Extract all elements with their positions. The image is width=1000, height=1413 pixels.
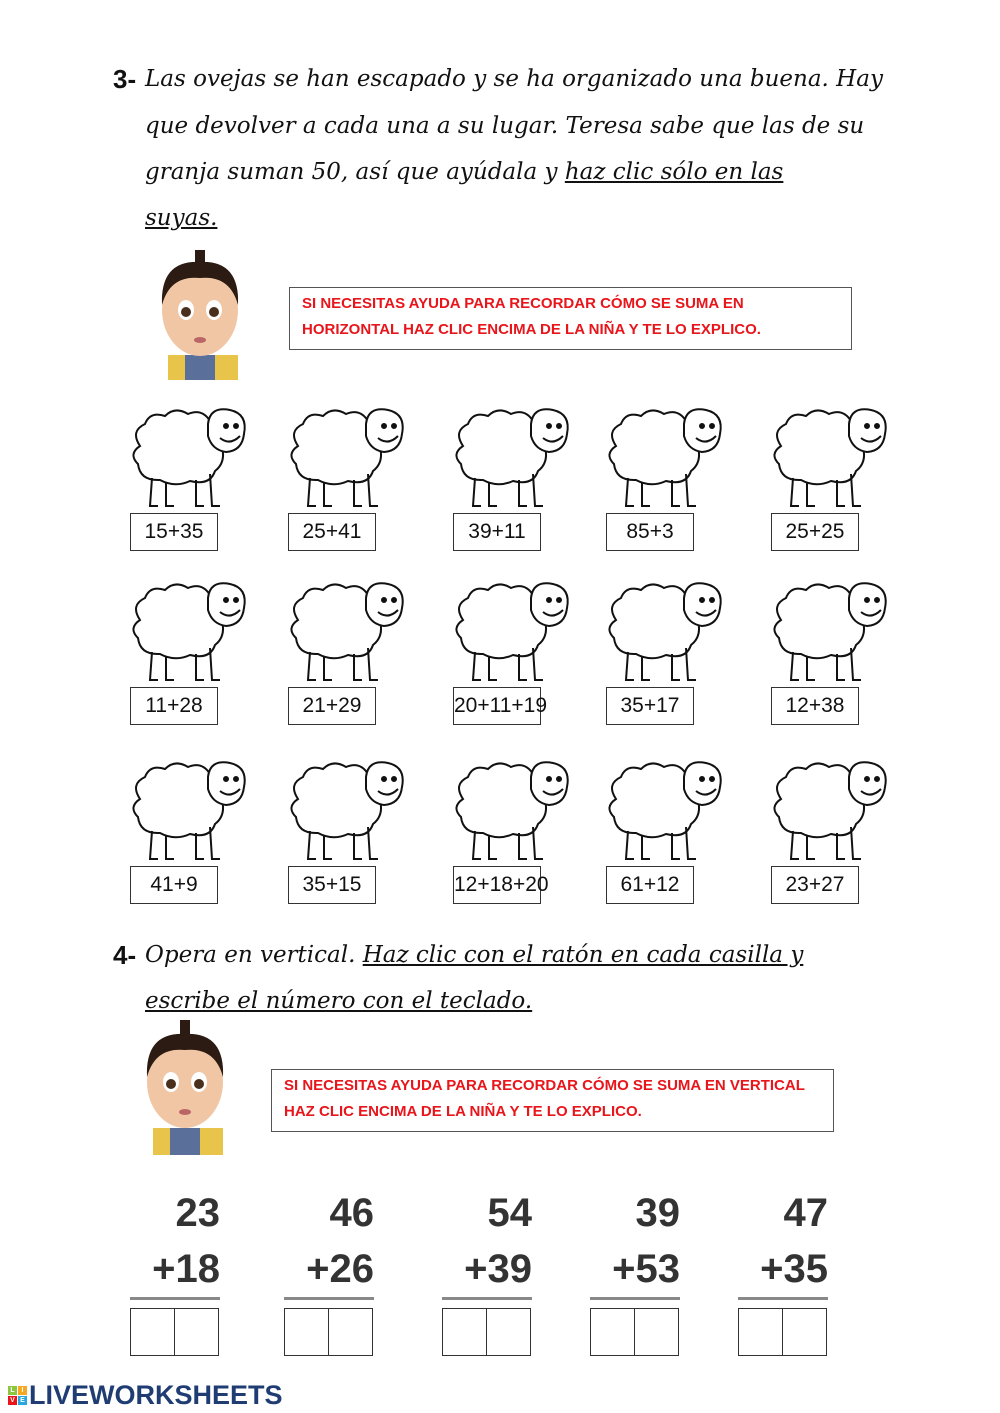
vertical-sum	[590, 1185, 700, 1356]
addend-bottom: +39	[442, 1241, 532, 1300]
sheep-icon	[453, 580, 573, 690]
vertical-sum	[738, 1185, 848, 1356]
vertical-sum	[284, 1185, 394, 1356]
help-box-horizontal: SI NECESITAS AYUDA PARA RECORDAR CÓMO SE SUMA EN HORIZONTAL HAZ CLIC ENCIMA DE LA NIÑA Y TE LO EXPLICO.	[289, 287, 852, 350]
sheep-option[interactable]	[771, 406, 891, 556]
liveworksheets-logo	[8, 1380, 283, 1411]
sheep-icon	[130, 406, 250, 516]
answer-cells	[284, 1308, 394, 1356]
answer-tens-input[interactable]	[590, 1308, 635, 1356]
answer-cells	[130, 1308, 240, 1356]
sheep-option[interactable]	[606, 759, 726, 909]
help-box-vertical: SI NECESITAS AYUDA PARA RECORDAR CÓMO SE SUMA EN VERTICAL HAZ CLIC ENCIMA DE LA NIÑA Y TE LO EXPLICO.	[271, 1069, 834, 1132]
sheep-option[interactable]	[288, 406, 408, 556]
sheep-sum-label: 39+11	[453, 513, 541, 551]
sheep-icon	[606, 406, 726, 516]
sheep-option[interactable]	[606, 406, 726, 556]
sheep-sum-label: 35+15	[288, 866, 376, 904]
sheep-icon	[771, 759, 891, 869]
answer-tens-input[interactable]	[738, 1308, 783, 1356]
sheep-sum-label: 25+25	[771, 513, 859, 551]
sheep-sum-label: 41+9	[130, 866, 218, 904]
sheep-option[interactable]	[453, 759, 573, 909]
sheep-sum-label: 35+17	[606, 687, 694, 725]
live-blocks-icon: L I V E	[8, 1386, 27, 1405]
exercise-4-number: 4-	[113, 940, 137, 970]
answer-cells	[590, 1308, 700, 1356]
ex4-line-2: escribe el número con el teclado.	[145, 988, 533, 1014]
answer-units-input[interactable]	[782, 1308, 827, 1356]
vertical-sum	[130, 1185, 240, 1356]
sheep-option[interactable]	[288, 759, 408, 909]
sheep-icon	[130, 759, 250, 869]
sheep-icon	[453, 759, 573, 869]
ex4-line-1-text: Opera en vertical.	[145, 942, 363, 968]
answer-units-input[interactable]	[486, 1308, 531, 1356]
answer-units-input[interactable]	[328, 1308, 373, 1356]
addend-top: 39	[635, 1191, 680, 1235]
sheep-option[interactable]	[288, 580, 408, 730]
sheep-icon	[771, 406, 891, 516]
answer-tens-input[interactable]	[284, 1308, 329, 1356]
addend-bottom: +26	[284, 1241, 374, 1300]
ex3-instruction-underlined: haz clic sólo en las	[564, 159, 784, 185]
sheep-option[interactable]	[606, 580, 726, 730]
ex3-line-2: que devolver a cada una a su lugar. Teresa sabe que las de su	[145, 113, 865, 139]
sheep-option[interactable]	[453, 580, 573, 730]
sheep-option[interactable]	[771, 580, 891, 730]
sheep-option[interactable]	[130, 580, 250, 730]
sheep-option[interactable]	[130, 759, 250, 909]
sheep-option[interactable]	[771, 759, 891, 909]
addend-bottom: +53	[590, 1241, 680, 1300]
sheep-sum-label: 85+3	[606, 513, 694, 551]
girl-icon	[135, 1020, 235, 1155]
ex3-line-3	[145, 159, 783, 185]
addend-top: 23	[175, 1191, 220, 1235]
sheep-icon	[288, 759, 408, 869]
ex4-instruction-underlined: Haz clic con el ratón en cada casilla y	[362, 942, 804, 968]
ex4-line-1	[145, 942, 803, 968]
sheep-sum-label: 23+27	[771, 866, 859, 904]
sheep-sum-label: 20+11+19	[453, 687, 541, 725]
logo-text: LIVEWORKSHEETS	[29, 1380, 283, 1410]
answer-tens-input[interactable]	[442, 1308, 487, 1356]
addend-top: 54	[487, 1191, 532, 1235]
sheep-sum-label: 25+41	[288, 513, 376, 551]
sheep-icon	[771, 580, 891, 690]
addend-top: 47	[783, 1191, 828, 1235]
sheep-icon	[606, 759, 726, 869]
sheep-icon	[288, 580, 408, 690]
girl-icon	[150, 250, 250, 380]
sheep-option[interactable]	[453, 406, 573, 556]
sheep-sum-label: 11+28	[130, 687, 218, 725]
exercise-3-number: 3-	[113, 64, 137, 94]
answer-units-input[interactable]	[174, 1308, 219, 1356]
answer-units-input[interactable]	[634, 1308, 679, 1356]
girl-help-image-horizontal[interactable]	[150, 250, 250, 380]
sheep-icon	[130, 580, 250, 690]
answer-cells	[442, 1308, 552, 1356]
sheep-sum-label: 21+29	[288, 687, 376, 725]
sheep-icon	[606, 580, 726, 690]
sheep-sum-label: 15+35	[130, 513, 218, 551]
addend-top: 46	[329, 1191, 374, 1235]
answer-cells	[738, 1308, 848, 1356]
sheep-icon	[453, 406, 573, 516]
ex3-line-3-text: granja suman 50, así que ayúdala y	[145, 159, 565, 185]
vertical-sum	[442, 1185, 552, 1356]
ex3-line-4: suyas.	[145, 205, 218, 231]
girl-help-image-vertical[interactable]	[135, 1020, 235, 1150]
sheep-option[interactable]	[130, 406, 250, 556]
sheep-sum-label: 61+12	[606, 866, 694, 904]
addend-bottom: +18	[130, 1241, 220, 1300]
answer-tens-input[interactable]	[130, 1308, 175, 1356]
sheep-sum-label: 12+18+20	[453, 866, 541, 904]
sheep-sum-label: 12+38	[771, 687, 859, 725]
sheep-icon	[288, 406, 408, 516]
addend-bottom: +35	[738, 1241, 828, 1300]
ex3-line-1: Las ovejas se han escapado y se ha organizado una buena. Hay	[145, 66, 883, 92]
